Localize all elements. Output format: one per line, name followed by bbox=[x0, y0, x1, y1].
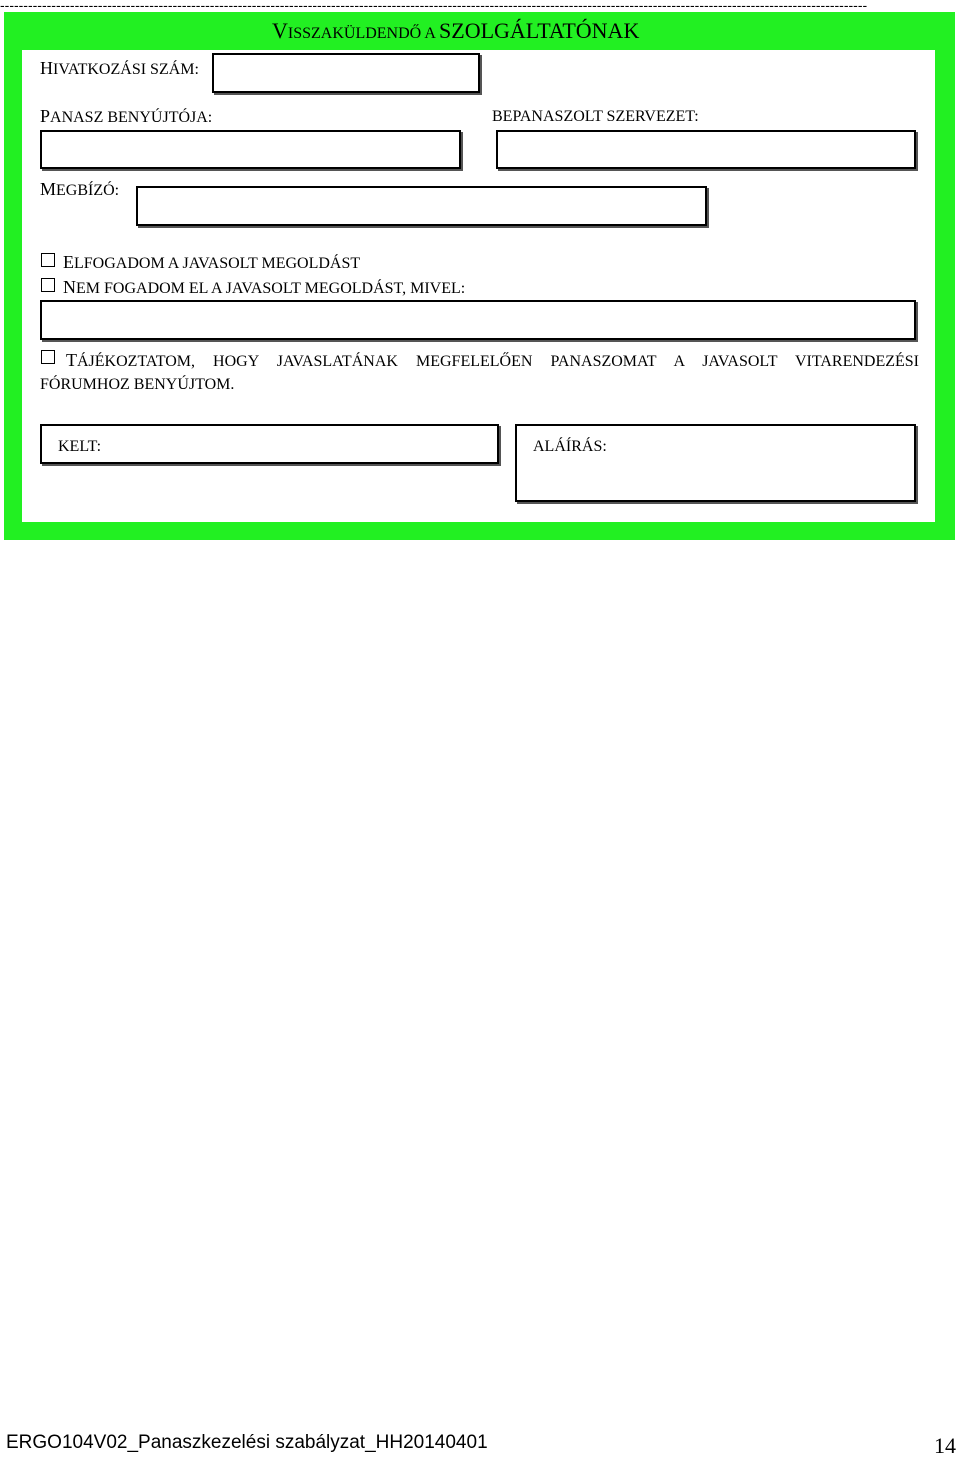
accept-option-label: ELFOGADOM A JAVASOLT MEGOLDÁST bbox=[63, 252, 361, 272]
title-small: ISSZAKÜLDENDŐ A bbox=[287, 25, 440, 42]
reference-label: HIVATKOZÁSI SZÁM: bbox=[40, 58, 199, 78]
page-number: 14 bbox=[934, 1433, 956, 1458]
date-field[interactable] bbox=[40, 424, 499, 464]
signature-field[interactable] bbox=[515, 424, 916, 502]
principal-label: MEGBÍZÓ: bbox=[40, 179, 120, 199]
reject-checkbox[interactable] bbox=[41, 278, 55, 292]
forum-option-label-line2: FÓRUMHOZ BENYÚJTOM. bbox=[40, 376, 235, 393]
reject-option-label: NEM FOGADOM EL A JAVASOLT MEGOLDÁST, MIVEL: bbox=[63, 277, 466, 297]
signature-label: ALÁÍRÁS: bbox=[533, 438, 607, 455]
cut-line: ------------------------------------------------------------------------------------------------------------------------------------------------------------------------------------------ bbox=[0, 0, 868, 12]
principal-field[interactable] bbox=[136, 186, 707, 226]
reference-field[interactable] bbox=[212, 53, 480, 93]
date-label: KELT: bbox=[58, 438, 102, 455]
reject-reason-field[interactable] bbox=[40, 300, 916, 340]
accept-checkbox[interactable] bbox=[41, 253, 55, 267]
title-rest: SZOLGÁLTATÓNAK bbox=[439, 18, 640, 43]
document-name: ERGO104V02_Panaszkezelési szabályzat_HH20140401 bbox=[6, 1432, 488, 1453]
form-title bbox=[272, 18, 639, 44]
forum-checkbox[interactable] bbox=[41, 350, 55, 364]
complainant-label: PANASZ BENYÚJTÓJA: bbox=[40, 106, 213, 126]
forum-option-label: TÁJÉKOZTATOM, HOGY JAVASLATÁNAK MEGFELELŐEN PANASZOMAT A JAVASOLT VITARENDEZÉSI bbox=[66, 350, 919, 370]
organization-field[interactable] bbox=[496, 130, 916, 169]
title-first: V bbox=[272, 18, 288, 43]
organization-label: BEPANASZOLT SZERVEZET: bbox=[492, 108, 699, 125]
complainant-field[interactable] bbox=[40, 130, 461, 169]
